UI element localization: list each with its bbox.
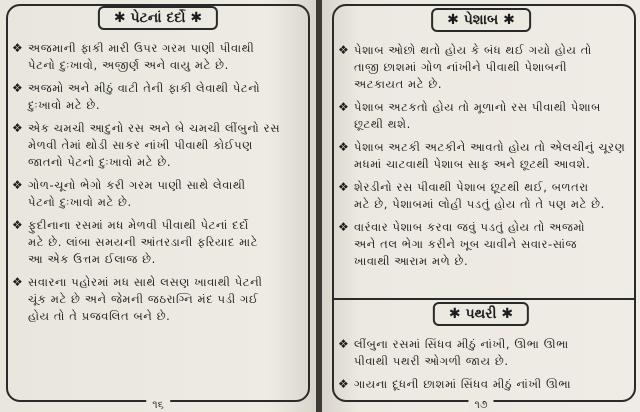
remedy-line xyxy=(12,57,308,74)
remedy-text: દુઃખાવો મટે છે. xyxy=(28,98,101,112)
remedy-text: મેળવી તેમાં થોડી સાકર નાંખી પીવાથી કોઈપણ xyxy=(28,138,253,152)
diamond-bullet-icon: ❖ xyxy=(12,178,24,192)
diamond-bullet-icon: ❖ xyxy=(338,43,350,57)
remedy-line xyxy=(338,353,632,370)
remedy-item xyxy=(12,217,308,268)
remedy-line xyxy=(338,179,632,196)
remedy-text: સવારના પહોરમાં મધ સાથે લસણ ખાવાથી પેટની xyxy=(28,275,263,289)
remedy-text: મધમાં ચાટવાથી પેશાબ સાફ અને છૂટથી આવશે. xyxy=(354,157,591,171)
diamond-bullet-icon: ❖ xyxy=(338,180,350,194)
remedy-text: ગાયના દૂધની છાશમાં સિંધવ મીઠું નાંખી ઊભા xyxy=(354,377,572,391)
remedy-line xyxy=(12,274,308,291)
remedy-line xyxy=(338,76,632,93)
remedy-line xyxy=(12,137,308,154)
remedy-text: પેશાબ અટકતો હોય તો મૂળાનો રસ પીવાથી પેશાબ xyxy=(354,100,602,114)
remedy-text: અજમાની ફાકી મારી ઉપર ગરમ પાણી પીવાથી xyxy=(28,41,255,55)
remedy-line xyxy=(338,156,632,173)
remedy-item xyxy=(338,336,632,370)
diamond-bullet-icon: ❖ xyxy=(12,81,24,95)
page-number-left: ૧૬ xyxy=(146,398,170,412)
remedy-line xyxy=(338,336,632,353)
remedy-text: ખાવાથી આરામ મળે છે. xyxy=(354,254,469,268)
remedy-text: અજમો અને મીઠું વાટી તેની ફાકી લેવાથી પેટનો xyxy=(28,81,261,95)
section-title-urine: ✱ પેશાબ ✱ xyxy=(431,8,531,32)
remedy-item xyxy=(338,376,632,393)
remedy-text: ગોળ-ચૂનો ભેગો કરી ગરમ પાણી સાથે લેવાથી xyxy=(28,178,246,192)
remedy-line xyxy=(338,99,632,116)
remedy-text: પેશાબ ઓછો થતો હોય કે બંધ થઈ ગયો હોય તો xyxy=(354,43,592,57)
remedy-text: હોય તો તે પ્રજવલિત બને છે. xyxy=(28,309,171,323)
remedy-item xyxy=(338,99,632,133)
remedy-line xyxy=(12,40,308,57)
diamond-bullet-icon: ❖ xyxy=(12,121,24,135)
remedy-text: જાતનો પેટનો દુઃખાવો મટે છે. xyxy=(28,155,172,169)
remedy-item xyxy=(338,42,632,93)
remedy-text: મટે છે. લાંબા સમયની આંતરડાની ફરિયાદ માટે xyxy=(28,235,258,249)
remedy-text: તાજી છાશમાં ગોળ નાંખીને પીવાથી પેશાબની xyxy=(354,60,568,74)
remedy-item xyxy=(12,177,308,211)
diamond-bullet-icon: ❖ xyxy=(338,337,350,351)
remedy-line xyxy=(338,139,632,156)
remedy-text: અને તલ ભેગા કરીને ખૂબ ચાવીને સવાર-સાંજ xyxy=(354,237,578,251)
diamond-bullet-icon: ❖ xyxy=(338,140,350,154)
diamond-bullet-icon: ❖ xyxy=(12,41,24,55)
remedy-text: ફુદીનાના રસમાં મધ મેળવી પીવાથી પેટનાં દર્દો xyxy=(28,218,249,232)
remedy-text: મટે છે, પેશાબમાં લોહી પડતું હોય તો તે પણ મટે છે. xyxy=(354,197,605,211)
remedy-item xyxy=(338,219,632,270)
remedy-item xyxy=(338,139,632,173)
remedy-text: ચૂંક મટે છે અને જેમની જઠરાગ્નિ મંદ પડી ગઈ xyxy=(28,292,259,306)
diamond-bullet-icon: ❖ xyxy=(12,275,24,289)
remedy-line xyxy=(12,80,308,97)
remedy-line xyxy=(12,97,308,114)
remedy-text: પેશાબ અટકી અટકીને આવતો હોય તો એલચીનું ચૂરણ xyxy=(354,140,626,154)
remedy-line xyxy=(12,234,308,251)
section-title-stones: ✱ પથરી ✱ xyxy=(433,302,529,326)
remedy-item xyxy=(12,80,308,114)
remedy-line xyxy=(338,236,632,253)
stomach-remedies-list xyxy=(12,40,308,331)
remedy-text: અટકાયત મટે છે. xyxy=(354,77,443,91)
remedy-item xyxy=(338,179,632,213)
remedy-line xyxy=(12,194,308,211)
remedy-line xyxy=(12,251,308,268)
remedy-text: છૂટથી થશે. xyxy=(354,117,411,131)
remedy-text: એક ચમચી આદુનો રસ અને બે ચમચી લીંબુનો રસ xyxy=(28,121,281,135)
remedy-line xyxy=(12,308,308,325)
remedy-line xyxy=(338,253,632,270)
remedy-item xyxy=(12,120,308,171)
diamond-bullet-icon: ❖ xyxy=(338,100,350,114)
urine-remedies-list xyxy=(338,42,632,276)
remedy-line xyxy=(338,42,632,59)
remedy-text: પેટનો દુઃખાવો, અજીર્ણ અને વાયુ મટે છે. xyxy=(28,58,229,72)
remedy-line xyxy=(338,376,632,393)
remedy-line xyxy=(12,120,308,137)
remedy-line xyxy=(12,217,308,234)
remedy-text: શેરડીનો રસ પીવાથી પેશાબ છૂટથી થઈ, બળતરા xyxy=(354,180,589,194)
section-divider xyxy=(332,298,636,300)
remedy-text: લીંબુના રસમાં સિંધવ મીઠું નાંખી, ઊભા ઊભા xyxy=(354,337,569,351)
remedy-item xyxy=(12,274,308,325)
remedy-line xyxy=(338,219,632,236)
right-page xyxy=(322,0,640,412)
remedy-text: પીવાથી પથરી ઓગળી જાય છે. xyxy=(354,354,509,368)
section-title-stomach: ✱ પેટનાં દર્દો ✱ xyxy=(98,6,218,30)
remedy-text: પેટનો દુઃખાવો મટે છે. xyxy=(28,195,132,209)
diamond-bullet-icon: ❖ xyxy=(12,218,24,232)
stone-remedies-list xyxy=(338,336,632,399)
remedy-line xyxy=(338,116,632,133)
page-number-right: ૧૭ xyxy=(468,398,493,412)
diamond-bullet-icon: ❖ xyxy=(338,377,350,391)
remedy-line xyxy=(12,291,308,308)
left-page xyxy=(0,0,316,412)
remedy-line xyxy=(12,177,308,194)
remedy-text: આ એક ઉત્તમ ઈલાજ છે. xyxy=(28,252,156,266)
remedy-line xyxy=(338,59,632,76)
remedy-text: વારંવાર પેશાબ કરવા જવું પડતું હોય તો અજમો xyxy=(354,220,586,234)
remedy-line xyxy=(338,196,632,213)
remedy-line xyxy=(12,154,308,171)
remedy-item xyxy=(12,40,308,74)
diamond-bullet-icon: ❖ xyxy=(338,220,350,234)
